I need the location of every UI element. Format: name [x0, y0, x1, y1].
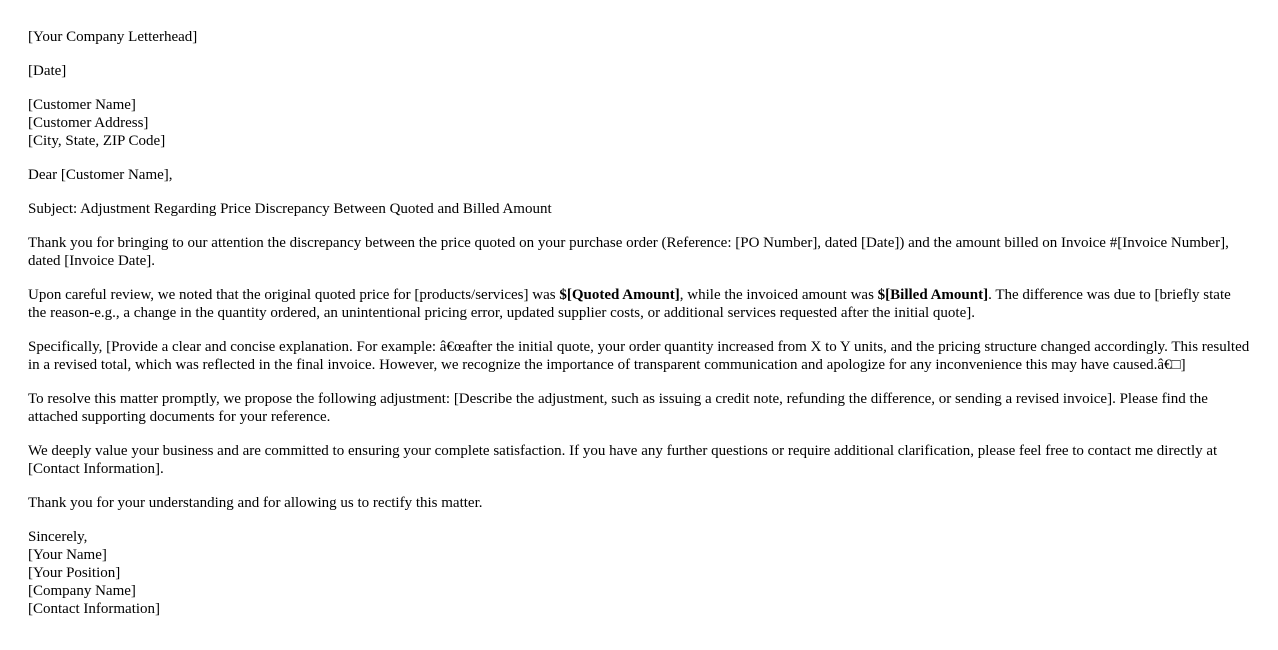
review-text-part1: Upon careful review, we noted that the original quoted price for [products/services] was	[28, 287, 560, 303]
letterhead: [Your Company Letterhead]	[28, 29, 198, 45]
billed-amount: $[Billed Amount]	[877, 287, 989, 303]
paragraph-commitment: We deeply value your business and are committed to ensuring your complete satisfaction. If you have any further questions or require additional clarification, please feel free to contact me directly at [Contact Information].	[28, 443, 1218, 477]
recipient-city-state-zip: [City, State, ZIP Code]	[28, 133, 166, 149]
letter-date: [Date]	[28, 63, 67, 79]
quoted-amount: $[Quoted Amount]	[559, 287, 680, 303]
paragraph-acknowledgement: Thank you for bringing to our attention the discrepancy between the price quoted on your purchase order (Reference: [PO Number], dated [Date]) and the amount billed on Invoice #[Invoice Number], dated [Invoice Date].	[28, 235, 1229, 269]
signature-block	[28, 528, 1250, 618]
signer-name: [Your Name]	[28, 547, 107, 563]
recipient-block	[28, 96, 1250, 150]
paragraph-thanks: Thank you for your understanding and for allowing us to rectify this matter.	[28, 495, 483, 511]
review-text-part3: . The difference was due to [briefly state the reason-e.g., a change in the quantity ordered, an unintentional pricing error, updated supplier costs, or additional services requested after the initial quote].	[28, 287, 1231, 321]
recipient-name: [Customer Name]	[28, 97, 136, 113]
paragraph-explanation: Specifically, [Provide a clear and concise explanation. For example: â€œafter the initial quote, your order quantity increased from X to Y units, and the pricing structure changed accordingly. This resulted in a revised total, which was reflected in the final invoice. However, we recognize the importance of transparent communication and apologize for any inconvenience this may have caused.â€□]	[28, 339, 1250, 373]
salutation: Dear [Customer Name],	[28, 167, 173, 183]
recipient-address: [Customer Address]	[28, 115, 149, 131]
subject-line: Subject: Adjustment Regarding Price Discrepancy Between Quoted and Billed Amount	[28, 201, 552, 217]
signer-company: [Company Name]	[28, 583, 136, 599]
paragraph-resolution: To resolve this matter promptly, we propose the following adjustment: [Describe the adjustment, such as issuing a credit note, refunding the difference, or sending a revised invoice]. Please find the attached supporting documents for your reference.	[28, 391, 1208, 425]
review-text-part2: , while the invoiced amount was	[679, 287, 878, 303]
letter-document	[28, 28, 1250, 634]
signer-contact: [Contact Information]	[28, 601, 161, 617]
signer-position: [Your Position]	[28, 565, 121, 581]
valediction: Sincerely,	[28, 529, 88, 545]
paragraph-review	[28, 286, 1250, 322]
